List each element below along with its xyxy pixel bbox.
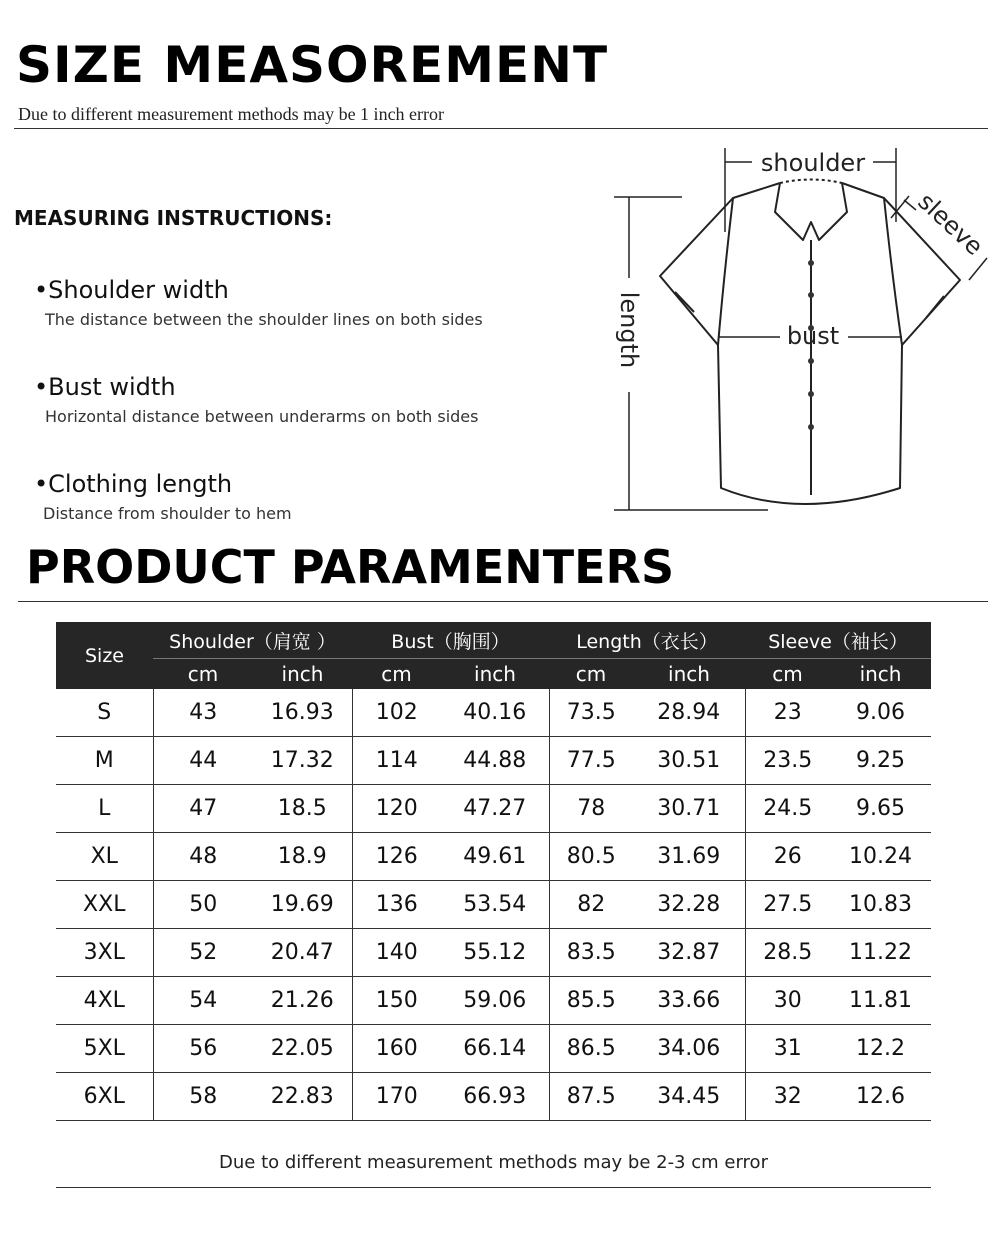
cell-sleeve-cm: 26 (745, 833, 830, 881)
cell-shoulder-inch: 17.32 (253, 737, 352, 785)
divider (56, 1187, 931, 1188)
cell-bust-cm: 136 (352, 881, 441, 929)
cell-shoulder-inch: 22.05 (253, 1025, 352, 1073)
cell-shoulder-cm: 50 (153, 881, 253, 929)
cell-length-cm: 87.5 (549, 1073, 633, 1121)
length-label: length (615, 291, 643, 369)
table-row (56, 689, 931, 737)
cell-size: XXL (56, 881, 153, 929)
header-unit-cm: cm (352, 659, 441, 690)
cell-shoulder-inch: 18.9 (253, 833, 352, 881)
cell-length-inch: 33.66 (633, 977, 745, 1025)
cell-bust-inch: 59.06 (441, 977, 549, 1025)
header-shoulder: Shoulder（肩宽 ） (153, 622, 352, 659)
table-row (56, 929, 931, 977)
cell-length-cm: 85.5 (549, 977, 633, 1025)
divider (18, 601, 988, 602)
cell-bust-inch: 66.93 (441, 1073, 549, 1121)
cell-bust-inch: 49.61 (441, 833, 549, 881)
table-row (56, 785, 931, 833)
header-unit-inch: inch (633, 659, 745, 690)
cell-size: 5XL (56, 1025, 153, 1073)
header-unit-inch: inch (830, 659, 931, 690)
size-table (56, 622, 931, 1121)
cell-size: L (56, 785, 153, 833)
cell-bust-cm: 140 (352, 929, 441, 977)
cell-bust-inch: 55.12 (441, 929, 549, 977)
cell-size: S (56, 689, 153, 737)
table-row (56, 881, 931, 929)
shoulder-label: shoulder (760, 149, 866, 177)
cell-shoulder-inch: 16.93 (253, 689, 352, 737)
cell-shoulder-inch: 19.69 (253, 881, 352, 929)
cell-shoulder-inch: 21.26 (253, 977, 352, 1025)
cell-length-inch: 32.87 (633, 929, 745, 977)
cell-length-inch: 34.45 (633, 1073, 745, 1121)
cell-sleeve-inch: 9.65 (830, 785, 931, 833)
instruction-heading-bust: •Bust width (34, 373, 176, 401)
cell-bust-cm: 114 (352, 737, 441, 785)
header-unit-inch: inch (441, 659, 549, 690)
cell-length-inch: 31.69 (633, 833, 745, 881)
cell-bust-cm: 126 (352, 833, 441, 881)
header-sleeve: Sleeve（袖长） (745, 622, 931, 659)
instruction-heading-shoulder: •Shoulder width (34, 276, 229, 304)
cell-shoulder-cm: 58 (153, 1073, 253, 1121)
cell-length-cm: 77.5 (549, 737, 633, 785)
cell-sleeve-cm: 24.5 (745, 785, 830, 833)
cell-sleeve-inch: 11.81 (830, 977, 931, 1025)
cell-size: 6XL (56, 1073, 153, 1121)
cell-sleeve-inch: 10.83 (830, 881, 931, 929)
table-row (56, 977, 931, 1025)
section-title: PRODUCT PARAMENTERS (26, 540, 675, 594)
cell-shoulder-cm: 56 (153, 1025, 253, 1073)
cell-sleeve-inch: 11.22 (830, 929, 931, 977)
header-bust: Bust（胸围） (352, 622, 549, 659)
cell-bust-inch: 40.16 (441, 689, 549, 737)
cell-sleeve-inch: 12.6 (830, 1073, 931, 1121)
cell-bust-inch: 47.27 (441, 785, 549, 833)
header-unit-inch: inch (253, 659, 352, 690)
cell-length-cm: 82 (549, 881, 633, 929)
cell-length-inch: 28.94 (633, 689, 745, 737)
table-row (56, 833, 931, 881)
sleeve-label: sleeve (912, 187, 989, 261)
cell-length-inch: 30.51 (633, 737, 745, 785)
table-row (56, 1025, 931, 1073)
instruction-desc-shoulder: The distance between the shoulder lines on both sides (45, 310, 483, 329)
cell-sleeve-cm: 27.5 (745, 881, 830, 929)
cell-shoulder-cm: 48 (153, 833, 253, 881)
cell-shoulder-cm: 43 (153, 689, 253, 737)
cell-size: 4XL (56, 977, 153, 1025)
cell-length-cm: 73.5 (549, 689, 633, 737)
cell-size: XL (56, 833, 153, 881)
instruction-desc-bust: Horizontal distance between underarms on both sides (45, 407, 479, 426)
divider (14, 128, 988, 129)
cell-bust-inch: 53.54 (441, 881, 549, 929)
page-subtitle: Due to different measurement methods may be 1 inch error (18, 104, 445, 124)
shirt-diagram (600, 140, 992, 520)
cell-bust-cm: 150 (352, 977, 441, 1025)
cell-sleeve-cm: 30 (745, 977, 830, 1025)
cell-shoulder-inch: 18.5 (253, 785, 352, 833)
header-unit-cm: cm (745, 659, 830, 690)
cell-sleeve-cm: 31 (745, 1025, 830, 1073)
cell-length-cm: 78 (549, 785, 633, 833)
cell-sleeve-inch: 9.25 (830, 737, 931, 785)
page-title: SIZE MEASOREMENT (16, 36, 609, 94)
cell-sleeve-cm: 23 (745, 689, 830, 737)
cell-length-inch: 34.06 (633, 1025, 745, 1073)
header-length: Length（衣长） (549, 622, 745, 659)
table-footnote: Due to different measurement methods may be 2-3 cm error (219, 1152, 768, 1173)
header-unit-cm: cm (549, 659, 633, 690)
cell-length-inch: 30.71 (633, 785, 745, 833)
table-row (56, 737, 931, 785)
cell-size: 3XL (56, 929, 153, 977)
instructions-title: MEASURING INSTRUCTIONS: (14, 206, 333, 230)
cell-sleeve-inch: 12.2 (830, 1025, 931, 1073)
cell-bust-inch: 44.88 (441, 737, 549, 785)
instruction-heading-length: •Clothing length (34, 470, 233, 498)
cell-bust-cm: 160 (352, 1025, 441, 1073)
cell-shoulder-cm: 52 (153, 929, 253, 977)
header-unit-cm: cm (153, 659, 253, 690)
cell-sleeve-cm: 32 (745, 1073, 830, 1121)
cell-shoulder-cm: 44 (153, 737, 253, 785)
cell-length-inch: 32.28 (633, 881, 745, 929)
instruction-desc-length: Distance from shoulder to hem (43, 504, 292, 523)
cell-length-cm: 80.5 (549, 833, 633, 881)
cell-bust-cm: 120 (352, 785, 441, 833)
cell-shoulder-inch: 20.47 (253, 929, 352, 977)
cell-bust-inch: 66.14 (441, 1025, 549, 1073)
cell-shoulder-inch: 22.83 (253, 1073, 352, 1121)
cell-bust-cm: 102 (352, 689, 441, 737)
header-size: Size (56, 622, 153, 689)
cell-length-cm: 86.5 (549, 1025, 633, 1073)
cell-length-cm: 83.5 (549, 929, 633, 977)
bust-label: bust (786, 322, 840, 350)
cell-size: M (56, 737, 153, 785)
cell-bust-cm: 170 (352, 1073, 441, 1121)
cell-sleeve-inch: 10.24 (830, 833, 931, 881)
cell-shoulder-cm: 47 (153, 785, 253, 833)
cell-shoulder-cm: 54 (153, 977, 253, 1025)
cell-sleeve-cm: 23.5 (745, 737, 830, 785)
cell-sleeve-inch: 9.06 (830, 689, 931, 737)
cell-sleeve-cm: 28.5 (745, 929, 830, 977)
table-row (56, 1073, 931, 1121)
